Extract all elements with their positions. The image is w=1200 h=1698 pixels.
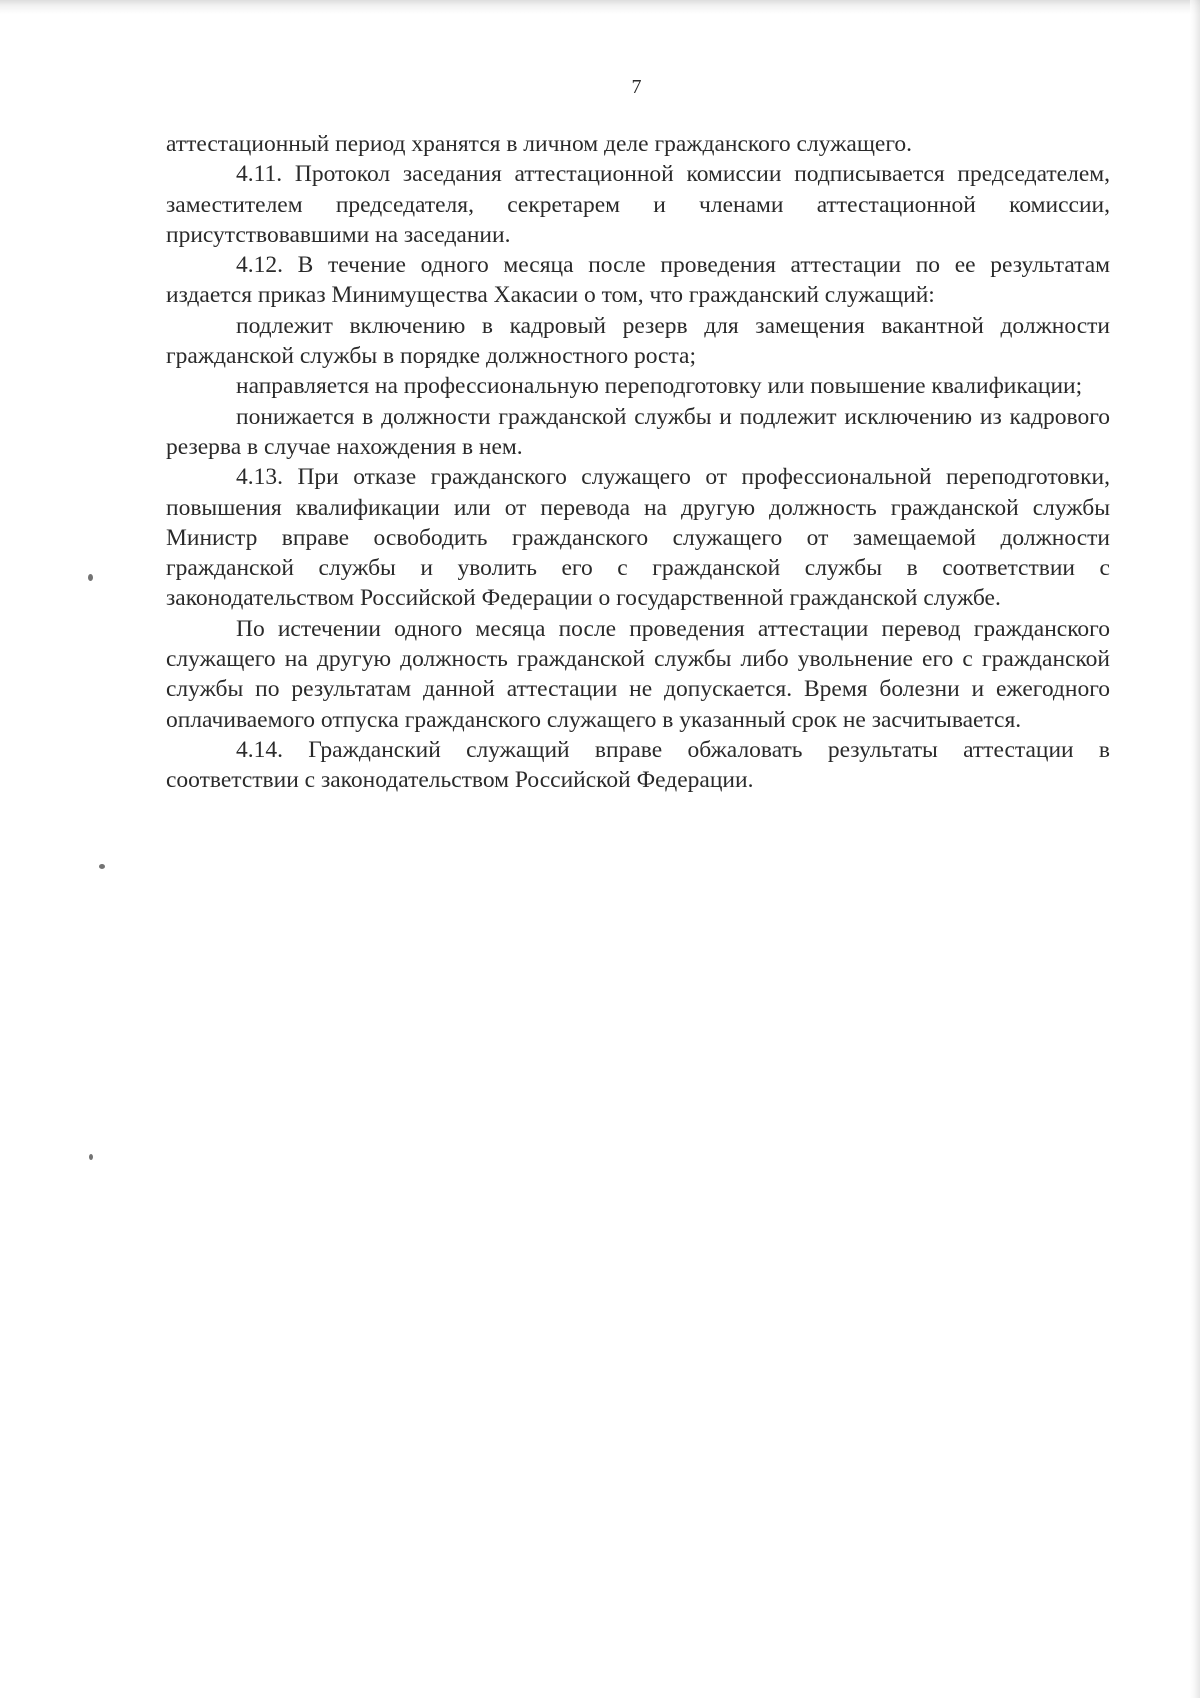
list-item-reserve: подлежит включению в кадровый резерв для замещения вакантной должности гражданской службы в порядке должностного роста; [166,312,1110,370]
paragraph-4-14: 4.14. Гражданский служащий вправе обжаловать результаты аттестации в соответствии с законодательством Российской Федерации. [166,736,1110,794]
scan-speck-3 [89,1154,93,1160]
paragraph-4-11: 4.11. Протокол заседания аттестационной комиссии подписывается председателем, заместителем председателя, секретарем и членами аттестационной комиссии, присутствовавшими на заседании. [166,161,1110,248]
paragraph-4-12: 4.12. В течение одного месяца после проведения аттестации по ее результатам издается приказ Минимущества Хакасии о том, что гражданский служащий: [166,252,1110,309]
list-item-retraining: направляется на профессиональную переподготовку или повышение квалификации; [236,373,1083,400]
document-body [166,129,1110,796]
paragraph-continuation: аттестационный период хранятся в личном деле гражданского служащего. [166,131,913,157]
page-number: 7 [631,76,642,98]
list-item-demotion: понижается в должности гражданской службы и подлежит исключению из кадрового резерва в случае нахождения в нем. [166,403,1110,460]
scan-speck-2 [99,864,105,869]
scan-edge-right [1190,0,1200,1698]
scan-edge-top [0,0,1200,14]
scan-speck-1 [88,574,93,581]
paragraph-4-13: 4.13. При отказе гражданского служащего от профессиональной переподготовки, повышения квалификации или от перевода на другую должность гражданской службы Министр вправе освободить гражданского служащего от замещаемой должности гражданской службы и уволить его с гражданской службы в соответствии с законодательством Российской Федерации о государственной гражданской службе. [166,464,1110,612]
paragraph-deadline: По истечении одного месяца после проведения аттестации перевод гражданского служащего на другую должность гражданской службы либо увольнение его с гражданской службы по результатам данной аттестации не допускается. Время болезни и ежегодного оплачиваемого отпуска гражданского служащего в указанный срок не засчитывается. [166,615,1110,733]
